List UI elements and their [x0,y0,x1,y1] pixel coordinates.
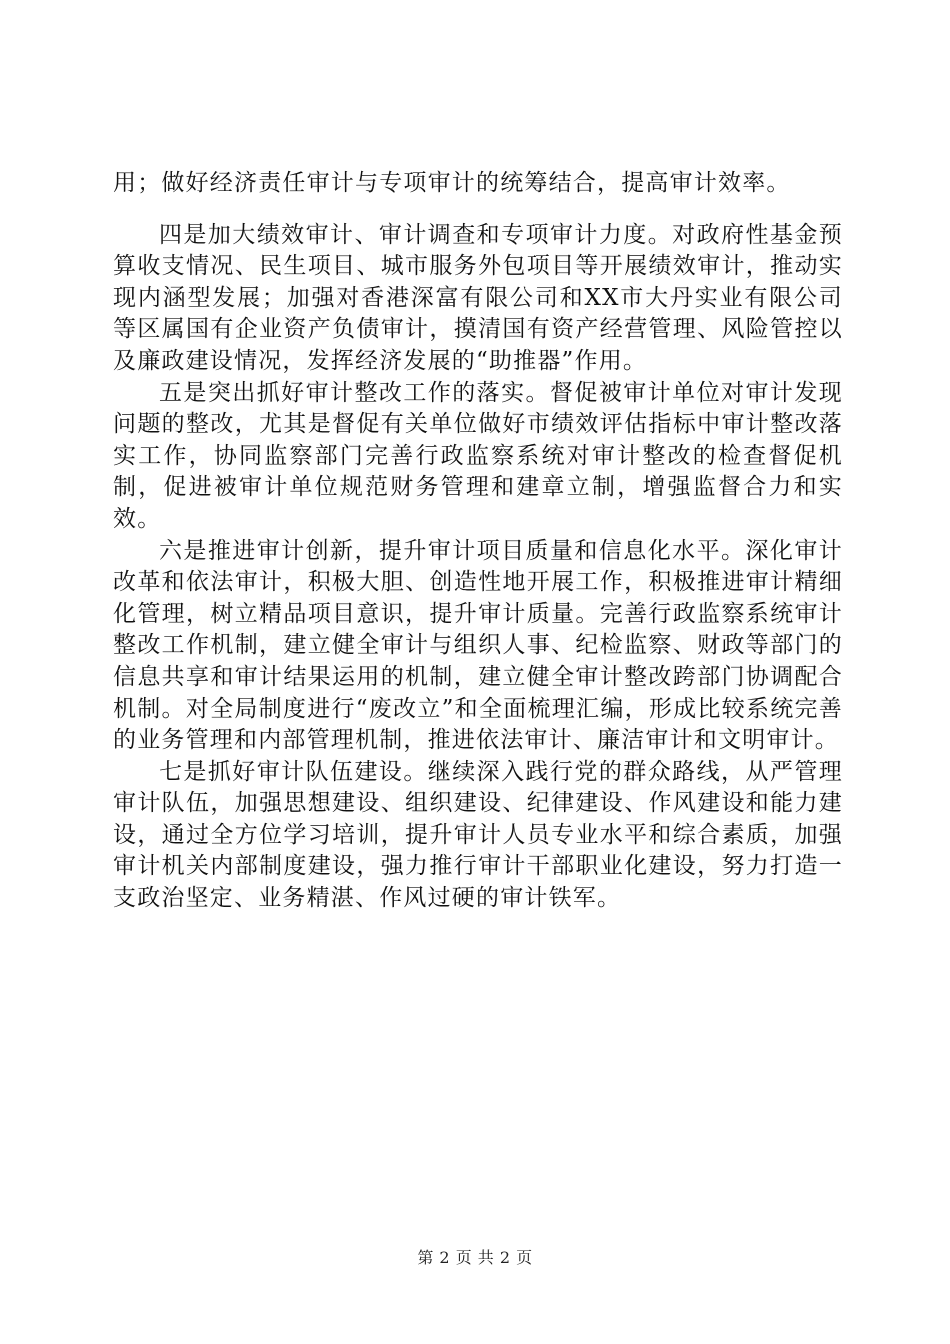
paragraph-audit-team: 七是抓好审计队伍建设。继续深入践行党的群众路线，从严管理审计队伍，加强思想建设、组织建设、纪律建设、作风建设和能力建设，通过全方位学习培训，提升审计人员专业水平和综合素质，加强审计机关内部制度建设，强力推行审计干部职业化建设，努力打造一支政治坚定、业务精湛、作风过硬的审计铁军。 [113,758,843,912]
paragraph-audit-innovation: 六是推进审计创新，提升审计项目质量和信息化水平。深化审计改革和依法审计，积极大胆、创造性地开展工作，积极推进审计精细化管理，树立精品项目意识，提升审计质量。完善行政监察系统审计整改工作机制，建立健全审计与组织人事、纪检监察、财政等部门的信息共享和审计结果运用的机制，建立健全审计整改跨部门协调配合机制。对全局制度进行“废改立”和全面梳理汇编，形成比较系统完善的业务管理和内部管理机制，推进依法审计、廉洁审计和文明审计。 [113,537,843,754]
paragraph-performance-audit: 四是加大绩效审计、审计调查和专项审计力度。对政府性基金预算收支情况、民生项目、城市服务外包项目等开展绩效审计，推动实现内涵型发展；加强对香港深富有限公司和XX市大丹实业有限公司等区属国有企业资产负债审计，摸清国有资产经营管理、风险管控以及廉政建设情况，发挥经济发展的“助推器”作用。 [113,221,843,374]
document-body [113,168,843,915]
paragraph-audit-rectification: 五是突出抓好审计整改工作的落实。督促被审计单位对审计发现问题的整改，尤其是督促有关单位做好市绩效评估指标中审计整改落实工作，协同监察部门完善行政监察系统对审计整改的检查督促机制，促进被审计单位规范财务管理和建章立制，增强监督合力和实效。 [113,379,843,532]
page-number-footer: 第 2 页 共 2 页 [417,1248,533,1267]
paragraph-continuation: 用；做好经济责任审计与专项审计的统筹结合，提高审计效率。 [113,170,791,196]
